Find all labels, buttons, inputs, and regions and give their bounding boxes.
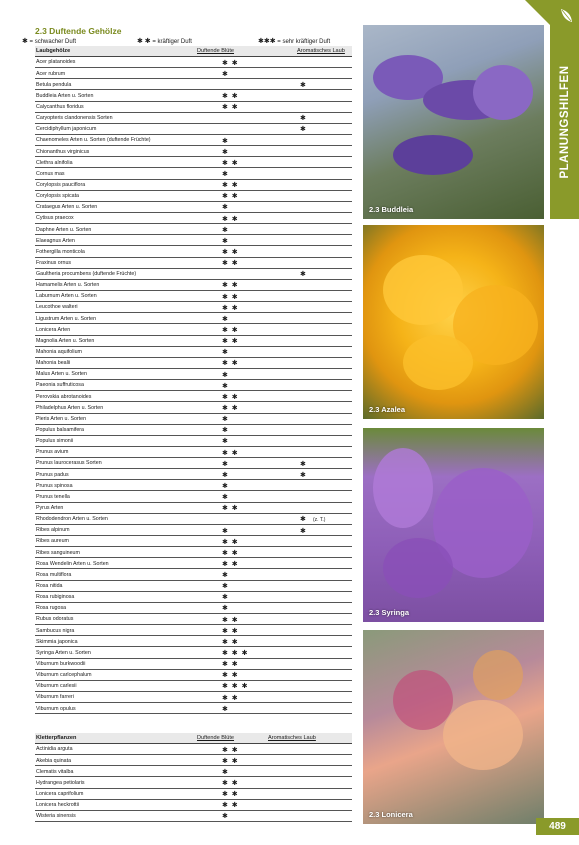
table-row: [35, 90, 352, 101]
plant-name: Sambucus nigra: [36, 627, 75, 634]
plant-name: Clematis vitalba: [36, 768, 74, 775]
plant-name: Prunus avium: [36, 449, 69, 456]
duft-rating: ✱ ✱: [222, 182, 239, 190]
duft-rating: ✱ ✱: [222, 538, 239, 546]
plant-name: Betula pendula: [36, 81, 72, 88]
photo-azalea: [363, 225, 544, 419]
header-duft: Duftende Blüte: [197, 734, 235, 741]
legend-text: = sehr kräftiger Duft: [275, 39, 331, 45]
plant-name: Populus simonii: [36, 438, 74, 445]
plant-name: Cytisus praecox: [36, 215, 74, 222]
plant-name: Viburnum burkwoodii: [36, 660, 86, 667]
duft-rating: ✱ ✱: [222, 560, 239, 568]
table-row: [35, 291, 352, 302]
legend-stars: ✱✱✱: [258, 38, 276, 45]
duft-rating: ✱ ✱: [222, 248, 239, 256]
table-row: [35, 336, 352, 347]
table-row: [35, 800, 352, 811]
laub-rating: ✱: [300, 460, 306, 468]
duft-rating: ✱ ✱: [222, 616, 239, 624]
plant-name: Prunus spinosa: [36, 482, 73, 489]
table-row: [35, 202, 352, 213]
duft-rating: ✱: [222, 204, 229, 212]
photo-buddleia: [363, 25, 544, 219]
plant-name: Ribes alpinum: [36, 527, 70, 534]
row-note: (z. T.): [313, 516, 326, 523]
plant-name: Corylopsis pauciflora: [36, 181, 86, 188]
duft-rating: ✱ ✱: [222, 59, 239, 67]
header-laub: Aromatisches Laub: [297, 47, 345, 54]
plant-name: Viburnum opulus: [36, 705, 76, 712]
header-duft: Duftende Blüte: [197, 47, 235, 54]
plant-name: Rosa Wendelin Arten u. Sorten: [36, 560, 109, 567]
duft-rating: ✱ ✱: [222, 549, 239, 557]
duft-rating: ✱ ✱: [222, 672, 239, 680]
duft-rating: ✱: [222, 137, 229, 145]
plant-name: Perovskia abrotanoides: [36, 393, 92, 400]
duft-rating: ✱ ✱: [222, 304, 239, 312]
duft-rating: ✱ ✱: [222, 694, 239, 702]
duft-rating: ✱ ✱: [222, 326, 239, 334]
plant-name: Actinidia arguta: [36, 746, 73, 753]
duft-rating: ✱: [222, 527, 229, 535]
plant-name: Rubus odoratus: [36, 616, 74, 623]
legend-very-strong: [258, 37, 330, 45]
plant-name: Populus balsamifera: [36, 427, 84, 434]
table-row: [35, 447, 352, 458]
table-header: [35, 46, 352, 57]
plant-name: Rosa multiflora: [36, 571, 72, 578]
table-row: [35, 168, 352, 179]
plant-name: Corylopsis spicata: [36, 193, 79, 200]
duft-rating: ✱ ✱: [222, 293, 239, 301]
table-row: [35, 811, 352, 822]
duft-rating: ✱ ✱: [222, 661, 239, 669]
table-row: [35, 180, 352, 191]
table-row: [35, 436, 352, 447]
plant-name: Prunus padus: [36, 471, 69, 478]
table-row: [35, 102, 352, 113]
plant-name: Malus Arten u. Sorten: [36, 371, 87, 378]
table-row: [35, 777, 352, 788]
laub-rating: ✱: [300, 126, 306, 134]
duft-rating: ✱ ✱: [222, 360, 239, 368]
plant-name: Rosa rugosa: [36, 605, 67, 612]
plant-name: Viburnum carlcephalum: [36, 672, 92, 679]
laub-rating: ✱: [300, 81, 306, 89]
table-row: [35, 670, 352, 681]
table-row: [35, 766, 352, 777]
photo-syringa: [363, 428, 544, 622]
table-row: [35, 744, 352, 755]
duft-rating: ✱: [222, 494, 229, 502]
table-row: [35, 124, 352, 135]
table-row: [35, 302, 352, 313]
table-row: [35, 79, 352, 90]
plant-name: Chionanthus virginicus: [36, 148, 90, 155]
plant-name: Prunus tenella: [36, 493, 70, 500]
duft-rating: ✱: [222, 813, 229, 821]
legend-text: = kräftiger Duft: [150, 39, 192, 45]
plant-name: Rosa nitida: [36, 583, 63, 589]
plant-name: Lonicera caprifolium: [36, 790, 84, 797]
duft-rating: ✱ ✱: [222, 780, 239, 788]
duft-rating: ✱: [222, 583, 229, 591]
table-row: [35, 692, 352, 703]
table-row: [35, 525, 352, 536]
plant-name: Elaeagnus Arten: [36, 237, 75, 244]
table-row: [35, 703, 352, 714]
header-name: Laubgehölze: [36, 47, 71, 54]
table-row: [35, 491, 352, 502]
corner-leaf-icon: [525, 0, 579, 54]
table-row: [35, 480, 352, 491]
duft-rating: ✱: [222, 237, 229, 245]
table-row: [35, 755, 352, 766]
plant-name: Caryopteris clandonensis Sorten: [36, 115, 113, 122]
duft-rating: ✱: [222, 148, 229, 156]
legend-stars: ✱ ✱: [137, 38, 151, 45]
duft-rating: ✱ ✱: [222, 746, 239, 754]
plant-name: Cercidiphyllum japonicum: [36, 126, 97, 133]
plant-name: Magnolia Arten u. Sorten: [36, 337, 95, 344]
table-row: [35, 547, 352, 558]
plant-name: Philadelphus Arten u. Sorten: [36, 404, 104, 411]
table-row: [35, 246, 352, 257]
duft-rating: ✱ ✱: [222, 791, 239, 799]
plant-name: Syringa Arten u. Sorten: [36, 649, 91, 656]
table-row: [35, 135, 352, 146]
table-row: [35, 425, 352, 436]
duft-rating: ✱ ✱: [222, 449, 239, 457]
table-row: [35, 569, 352, 580]
duft-rating: ✱ ✱: [222, 260, 239, 268]
section-tab-label: PLANUNGSHILFEN: [558, 65, 571, 179]
plant-name: Prunus laurocerasus Sorten: [36, 460, 102, 467]
plant-name: Viburnum carlesii: [36, 683, 77, 690]
plant-name: Chaenomeles Arten u. Sorten (duftende Früchte): [36, 137, 151, 144]
plant-name: Calycanthus floridus: [36, 103, 84, 110]
plant-name: Akebia quinata: [36, 757, 72, 764]
duft-rating: ✱: [222, 768, 229, 776]
duft-rating: ✱: [222, 438, 229, 446]
duft-rating: ✱: [222, 371, 229, 379]
plant-name: Fraxinus ornus: [36, 259, 72, 266]
duft-rating: ✱: [222, 427, 229, 435]
duft-rating: ✱: [222, 605, 229, 613]
legend-stars: ✱: [22, 38, 28, 45]
plant-name: Lonicera heckrottii: [36, 802, 79, 809]
laub-rating: ✱: [300, 527, 306, 535]
plant-name: Cornus mas: [36, 170, 65, 177]
table-row: [35, 347, 352, 358]
table-row: [35, 659, 352, 670]
table-row: [35, 68, 352, 79]
table-row: [35, 503, 352, 514]
photo-caption: 2.3 Buddleia: [369, 205, 414, 214]
table-row: [35, 391, 352, 402]
plant-name: Gaultheria procumbens (duftende Früchte): [36, 271, 137, 278]
table-row: [35, 313, 352, 324]
duft-rating: ✱ ✱: [222, 802, 239, 810]
section-title: 2.3 Duftende Gehölze: [35, 26, 122, 36]
photo-caption: 2.3 Syringa: [369, 608, 410, 617]
duft-rating: ✱ ✱: [222, 282, 239, 290]
plant-name: Ligustrum Arten u. Sorten: [36, 315, 97, 322]
duft-rating: ✱: [222, 226, 229, 234]
duft-rating: ✱ ✱: [222, 393, 239, 401]
plant-name: Mahonia bealii: [36, 360, 71, 367]
plant-name: Acer rubrum: [36, 70, 66, 77]
plant-name: Buddleia Arten u. Sorten: [36, 92, 94, 99]
plant-name: Viburnum farreri: [36, 694, 74, 701]
duft-rating: ✱: [222, 382, 229, 390]
plant-name: Hamamelis Arten u. Sorten: [36, 282, 100, 289]
duft-rating: ✱: [222, 594, 229, 602]
table-row: [35, 581, 352, 592]
plant-name: Rosa rubiginosa: [36, 594, 75, 601]
duft-rating: ✱ ✱: [222, 193, 239, 201]
header-laub: Aromatisches Laub: [268, 734, 316, 741]
table-row: [35, 514, 352, 525]
table-header: [35, 733, 352, 744]
duft-rating: ✱: [222, 471, 229, 479]
plant-name: Clethra alnifolia: [36, 159, 73, 166]
plant-name: Skimmia japonica: [36, 638, 78, 645]
table-row: [35, 113, 352, 124]
table-row: [35, 789, 352, 800]
section-tab: [550, 25, 579, 219]
plant-name: Crataegus Arten u. Sorten: [36, 204, 98, 211]
table-row: [35, 224, 352, 235]
duft-rating: ✱ ✱: [222, 505, 239, 513]
duft-rating: ✱ ✱: [222, 404, 239, 412]
plant-name: Paeonia suffruticosa: [36, 382, 84, 389]
header-name: Kletterpflanzen: [36, 734, 77, 741]
legend-strong: [137, 37, 192, 45]
table-row: [35, 536, 352, 547]
duft-rating: ✱ ✱ ✱: [222, 683, 249, 691]
laub-rating: ✱: [300, 271, 306, 279]
table-row: [35, 592, 352, 603]
table-row: [35, 647, 352, 658]
plant-name: Hydrangea petiolaris: [36, 779, 85, 786]
table-row: [35, 369, 352, 380]
table-row: [35, 258, 352, 269]
duft-rating: ✱ ✱: [222, 159, 239, 167]
table-row: [35, 681, 352, 692]
table-row: [35, 614, 352, 625]
plant-name: Leucothoe walteri: [36, 304, 78, 311]
duft-rating: ✱: [222, 460, 229, 468]
table-row: [35, 324, 352, 335]
table-row: [35, 558, 352, 569]
duft-rating: ✱: [222, 482, 229, 490]
table-row: [35, 358, 352, 369]
table-row: [35, 380, 352, 391]
plant-name: Pyrus Arten: [36, 505, 64, 512]
plant-name: Rhododendron Arten u. Sorten: [36, 516, 108, 523]
table-row: [35, 235, 352, 246]
kletterpflanzen-table: [35, 733, 352, 822]
plant-name: Wisteria sinensis: [36, 813, 76, 820]
table-row: [35, 414, 352, 425]
duft-rating: ✱: [222, 315, 229, 323]
duft-rating: ✱ ✱: [222, 638, 239, 646]
laubgehoelze-table: [35, 46, 352, 714]
table-row: [35, 625, 352, 636]
duft-rating: ✱: [222, 70, 229, 78]
table-row: [35, 213, 352, 224]
page-number: 489: [536, 818, 579, 835]
plant-name: Fothergilla monticola: [36, 248, 85, 255]
table-row: [35, 269, 352, 280]
duft-rating: ✱ ✱ ✱: [222, 650, 249, 658]
duft-rating: ✱ ✱: [222, 338, 239, 346]
duft-rating: ✱: [222, 416, 229, 424]
table-row: [35, 636, 352, 647]
duft-rating: ✱: [222, 171, 229, 178]
plant-name: Ribes aureum: [36, 538, 69, 545]
legend-weak: [22, 37, 76, 45]
table-row: [35, 157, 352, 168]
table-row: [35, 402, 352, 413]
laub-rating: ✱: [300, 471, 306, 479]
plant-name: Acer platanoides: [36, 59, 76, 66]
plant-name: Daphne Arten u. Sorten: [36, 226, 92, 233]
duft-rating: ✱ ✱: [222, 627, 239, 635]
table-row: [35, 191, 352, 202]
duft-rating: ✱: [222, 705, 229, 713]
duft-rating: ✱ ✱: [222, 757, 239, 765]
table-row: [35, 458, 352, 469]
table-row: [35, 57, 352, 68]
duft-rating: ✱: [222, 572, 229, 580]
photo-caption: 2.3 Lonicera: [369, 810, 413, 819]
plant-name: Laburnum Arten u. Sorten: [36, 293, 97, 300]
table-row: [35, 603, 352, 614]
laub-rating: ✱: [300, 115, 306, 123]
duft-rating: ✱ ✱: [222, 93, 239, 101]
plant-name: Mahonia aquifolium: [36, 349, 82, 356]
plant-name: Pieris Arten u. Sorten: [36, 415, 87, 422]
photo-lonicera: [363, 630, 544, 824]
plant-name: Ribes sanguineum: [36, 549, 80, 556]
plant-name: Lonicera Arten: [36, 326, 71, 333]
table-row: [35, 146, 352, 157]
photo-caption: 2.3 Azalea: [369, 405, 405, 414]
duft-rating: ✱ ✱: [222, 215, 239, 223]
laub-rating: ✱: [300, 516, 306, 524]
table-row: [35, 469, 352, 480]
legend-text: = schwacher Duft: [27, 39, 77, 45]
duft-rating: ✱: [222, 349, 229, 357]
duft-rating: ✱ ✱: [222, 104, 239, 112]
table-row: [35, 280, 352, 291]
